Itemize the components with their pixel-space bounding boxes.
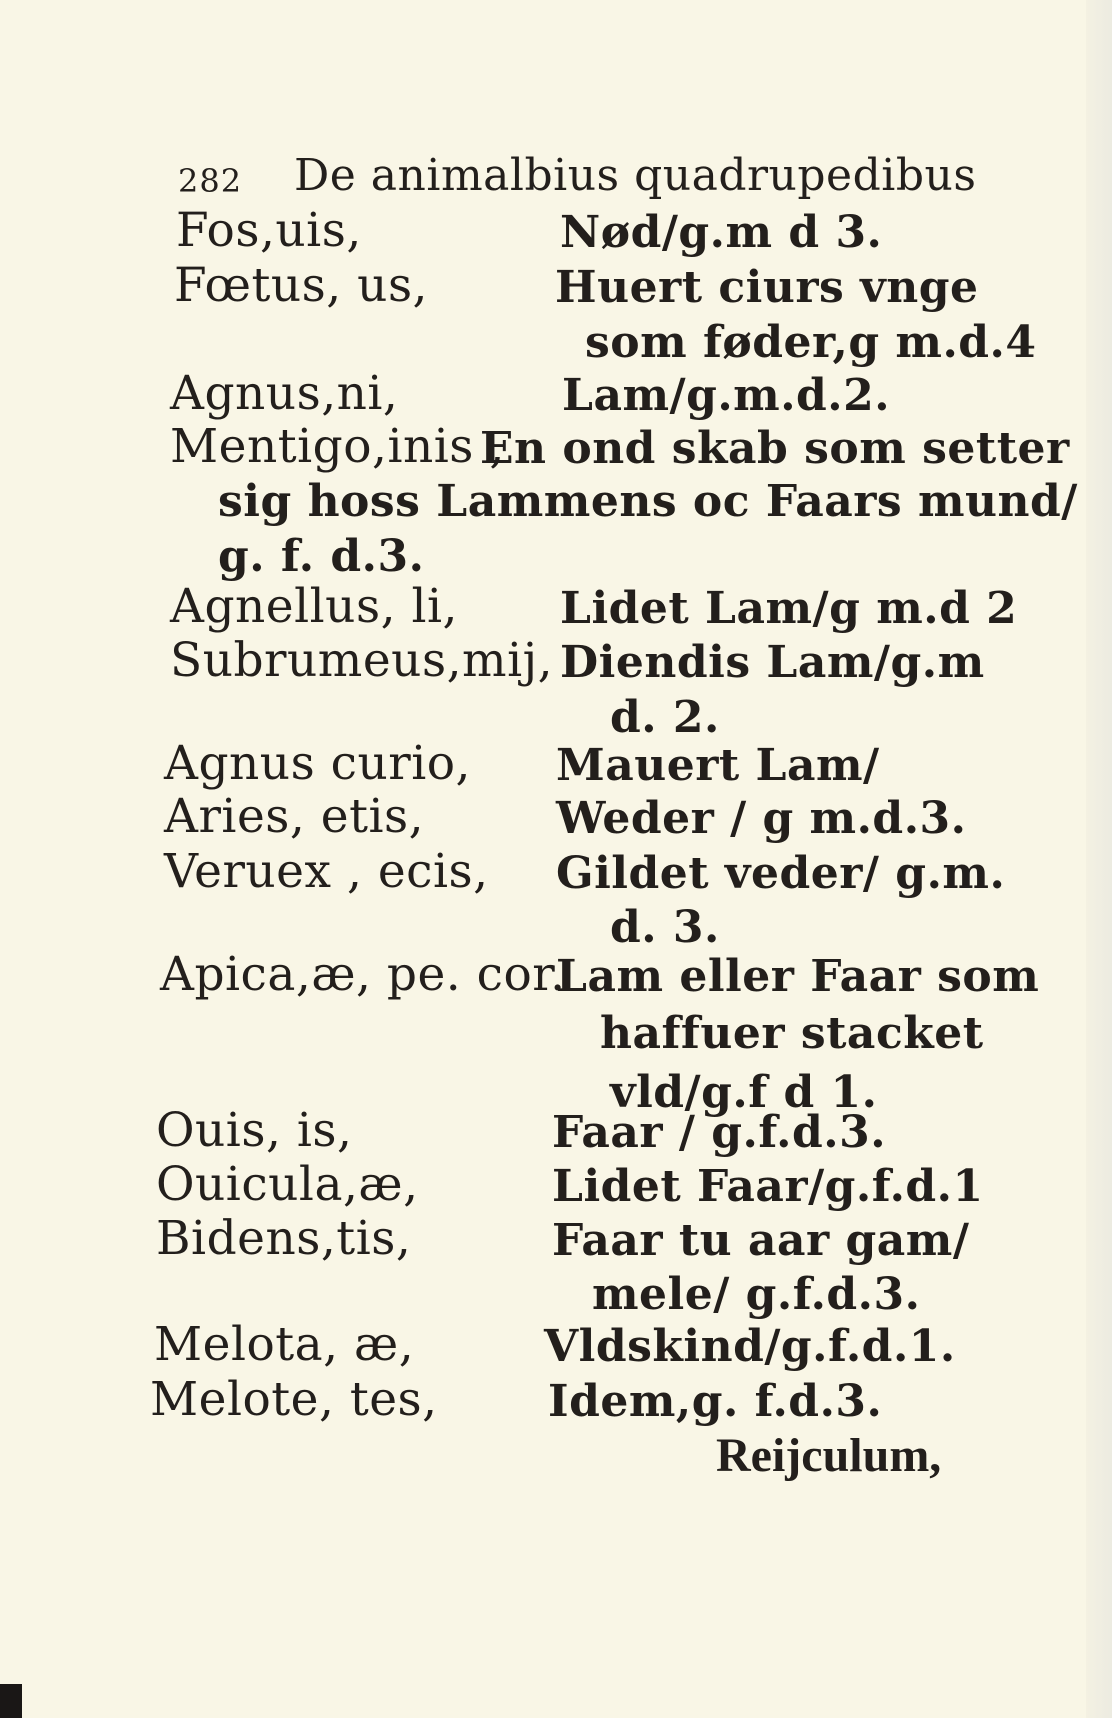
entry-danish: Idem,g. f.d.3.: [548, 1376, 883, 1427]
entry-danish-cont: haffuer stacket: [600, 1008, 984, 1059]
entry-danish: Diendis Lam/g.m: [560, 637, 985, 688]
entry-danish: Gildet veder/ g.m.: [556, 848, 1006, 899]
page-number: 282: [178, 162, 243, 200]
entry-danish-cont: sig hoss Lammens oc Faars mund/: [218, 476, 1078, 527]
entry-danish-cont: vld/g.f d 1.: [610, 1067, 878, 1118]
entry-latin: Agnellus, li,: [170, 579, 458, 634]
entry-latin: Melote, tes,: [150, 1372, 438, 1427]
entry-danish: Faar / g.f.d.3.: [552, 1107, 887, 1158]
entry-latin: Fos,uis,: [176, 203, 362, 258]
entry-latin: Agnus curio,: [164, 736, 471, 791]
entry-latin: Ouis, is,: [156, 1103, 353, 1158]
entry-latin: Subrumeus,mij,: [170, 633, 554, 688]
page-header: [178, 150, 977, 201]
entry-danish-cont: d. 3.: [610, 902, 720, 953]
entry-danish: Lidet Lam/g m.d 2: [560, 583, 1018, 634]
entry-latin: Mentigo,inis ,: [170, 419, 505, 474]
entry-danish: Lam eller Faar som: [556, 951, 1040, 1002]
entry-danish: Weder / g m.d.3.: [556, 793, 967, 844]
entry-danish: Mauert Lam/: [556, 740, 880, 791]
entry-danish: Faar tu aar gam/: [552, 1215, 970, 1266]
entry-latin: Veruex , ecis,: [164, 844, 489, 899]
entry-danish-cont: mele/ g.f.d.3.: [592, 1269, 921, 1320]
entry-latin: Bidens,tis,: [156, 1211, 412, 1266]
entry-latin: Aries, etis,: [164, 789, 425, 844]
entry-danish: Huert ciurs vnge: [555, 262, 979, 313]
catchword: Reijculum,: [716, 1429, 942, 1482]
entry-latin: Agnus,ni,: [170, 366, 399, 421]
scan-corner-mark: [0, 1684, 22, 1718]
entry-latin: Fœtus, us,: [174, 258, 428, 313]
entry-danish-cont: g. f. d.3.: [218, 531, 425, 582]
entry-latin: Melota, æ,: [154, 1317, 415, 1372]
entry-danish: Nød/g.m d 3.: [560, 207, 883, 258]
entry-danish-cont: som føder,g m.d.4: [585, 317, 1037, 368]
page-edge-shadow: [1086, 0, 1112, 1718]
entry-latin: Apica,æ, pe. cor.: [160, 947, 566, 1002]
entry-danish: Lam/g.m.d.2.: [562, 370, 891, 421]
running-title: De animalbius quadrupedibus: [294, 150, 977, 201]
entry-danish-cont: d. 2.: [610, 692, 720, 743]
entry-danish: En ond skab som setter: [480, 423, 1070, 474]
entry-danish: Lidet Faar/g.f.d.1: [552, 1161, 984, 1212]
entry-danish: Vldskind/g.f.d.1.: [544, 1321, 956, 1372]
entry-latin: Ouicula,æ,: [156, 1157, 419, 1212]
